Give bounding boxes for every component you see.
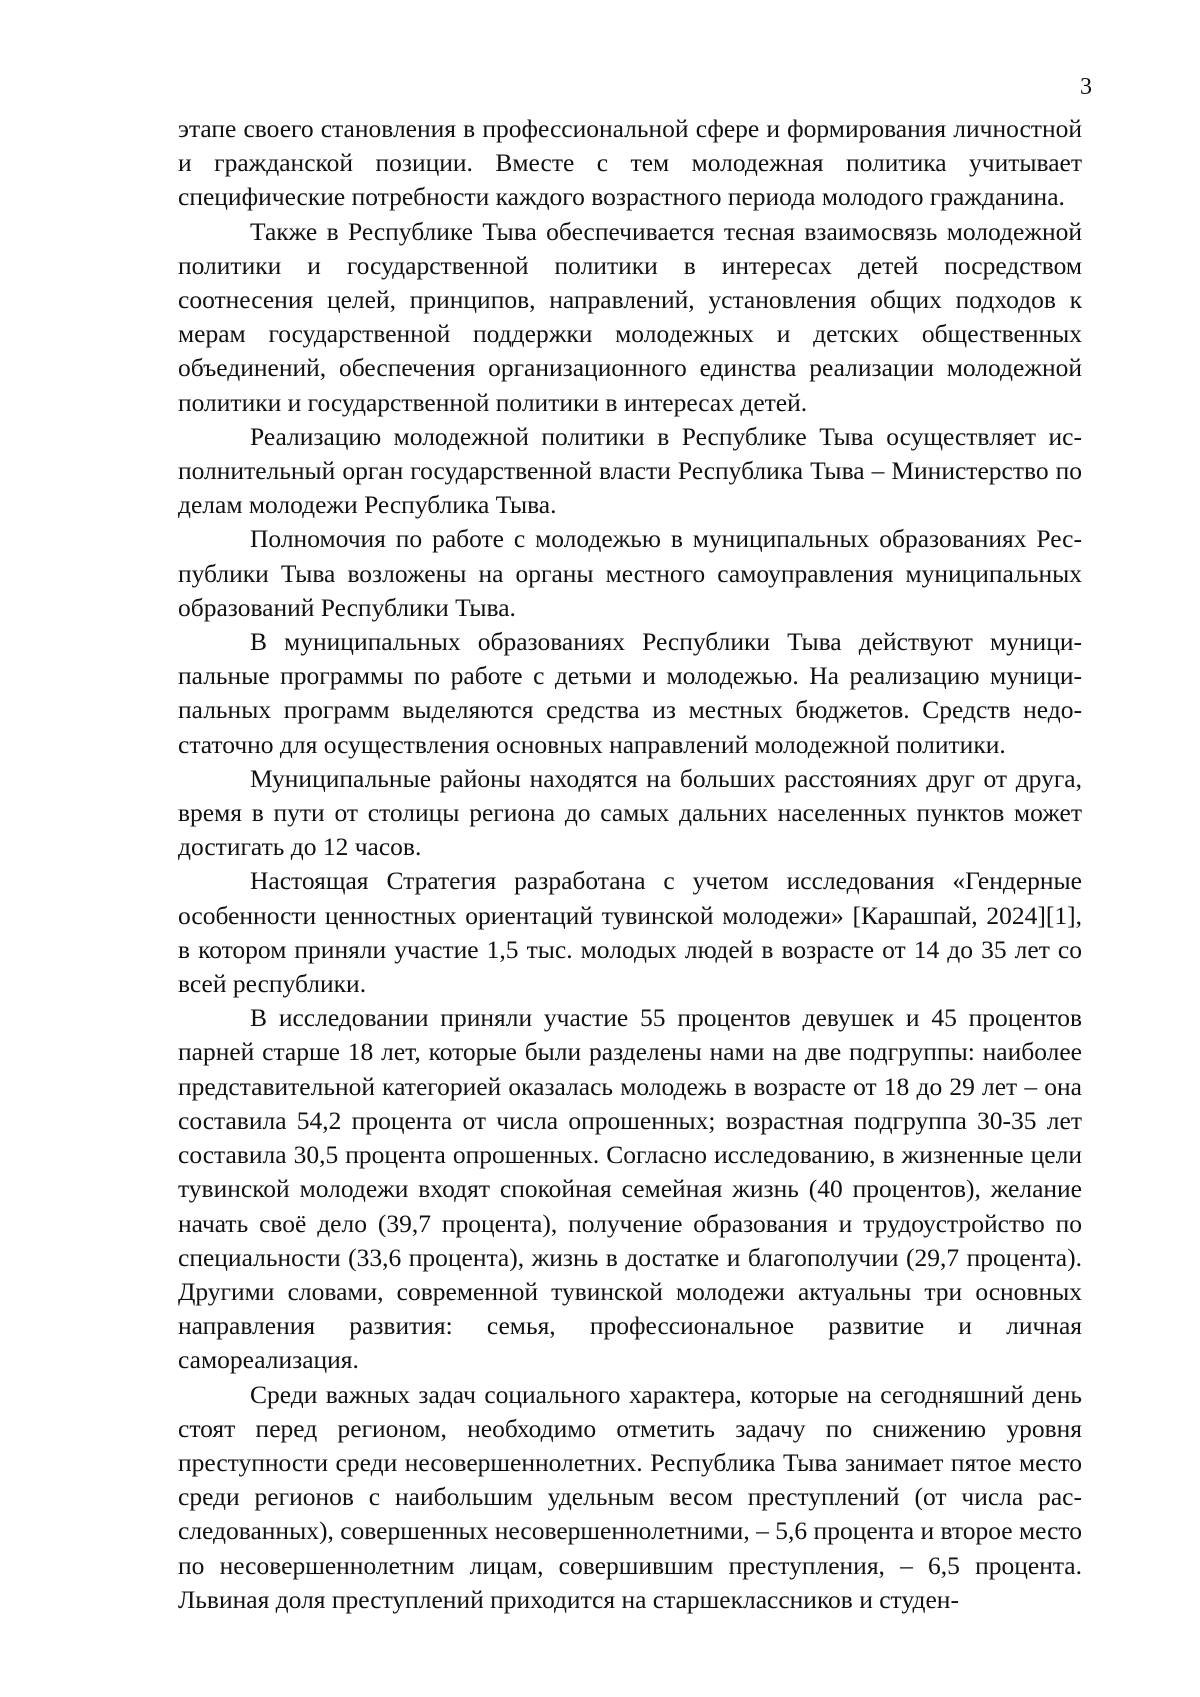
document-body [178,112,1082,1617]
paragraph: Среди важных задач социального характера, которые на сегодняшний день стоят перед регионом, необходимо отметить задачу по снижению уровня преступности среди несовершеннолетних. Республика Тыва занимает пятое место среди регионов с наибольшим удельным весом преступлений (от числа расследованных), совершенных несовершеннолетними, – 5,6 процента и второе место по несовершеннолетним лицам, совершившим преступления, – 6,5 процента. Львиная доля преступлений приходится на старшеклассников и студен- [178,1379,1082,1614]
paragraph: этапе своего становления в профессиональной сфере и формирования личностной и гражданской позиции. Вместе с тем молодежная политика учитывает специфические потребности каждого возрастного периода молодого гражданина. [178,114,1082,212]
paragraph: В исследовании приняли участие 55 процентов девушек и 45 процентов парней старше 18 лет, которые были разделены нами на две подгруппы: наиболее представительной категорией оказалась молодежь в возрасте от 18 до 29 лет – она составила 54,2 процента от числа опрошенных; возрастная подгруппа 30-35 лет составила 30,5 процента опрошенных. Согласно исследованию, в жизненные цели тувинской молодежи входят спокойная семейная жизнь (40 процентов), желание начать своё дело (39,7 процента), получение образования и трудоустройство по специальности (33,6 процента), жизнь в достатке и благополучии (29,7 процента). Другими словами, современной тувинской молодежи актуальны три основных направления развития: семья, профессиональное развитие и личная самореализация. [178,1003,1082,1375]
page-number: 3 [1080,74,1092,100]
paragraph: В муниципальных образованиях Республики Тыва действуют муниципальные программы по работе с детьми и молодежью. На реализацию муниципальных программ выделяются средства из местных бюджетов. Средств недостаточно для осуществления основных направлений молодежной политики. [178,627,1082,759]
paragraph: Настоящая Стратегия разработана с учетом исследования «Гендерные особенности ценностных ориентаций тувинской молодежи» [Карашпай, 2024][1], в котором приняли участие 1,5 тыс. молодых людей в возрасте от 14 до 35 лет со всей республики. [178,866,1082,999]
paragraph: Полномочия по работе с молодежью в муниципальных образованиях Республики Тыва возложены на органы местного самоуправления муниципальных образований Республики Тыва. [178,524,1082,622]
paragraph: Реализацию молодежной политики в Республике Тыва осуществляет исполнительный орган государственной власти Республика Тыва – Министерство по делам молодежи Республика Тыва. [178,421,1082,520]
paragraph: Также в Республике Тыва обеспечивается тесная взаимосвязь молодежной политики и государственной политики в интересах детей посредством соотнесения целей, принципов, направлений, установления общих подходов к мерам государственной поддержки молодежных и детских общественных объединений, обеспечения организационного единства реализации молодежной политики и государственной политики в интересах детей. [178,216,1082,417]
paragraph: Муниципальные районы находятся на больших расстояниях друг от друга, время в пути от столицы региона до самых дальних населенных пунктов может достигать до 12 часов. [178,763,1082,862]
